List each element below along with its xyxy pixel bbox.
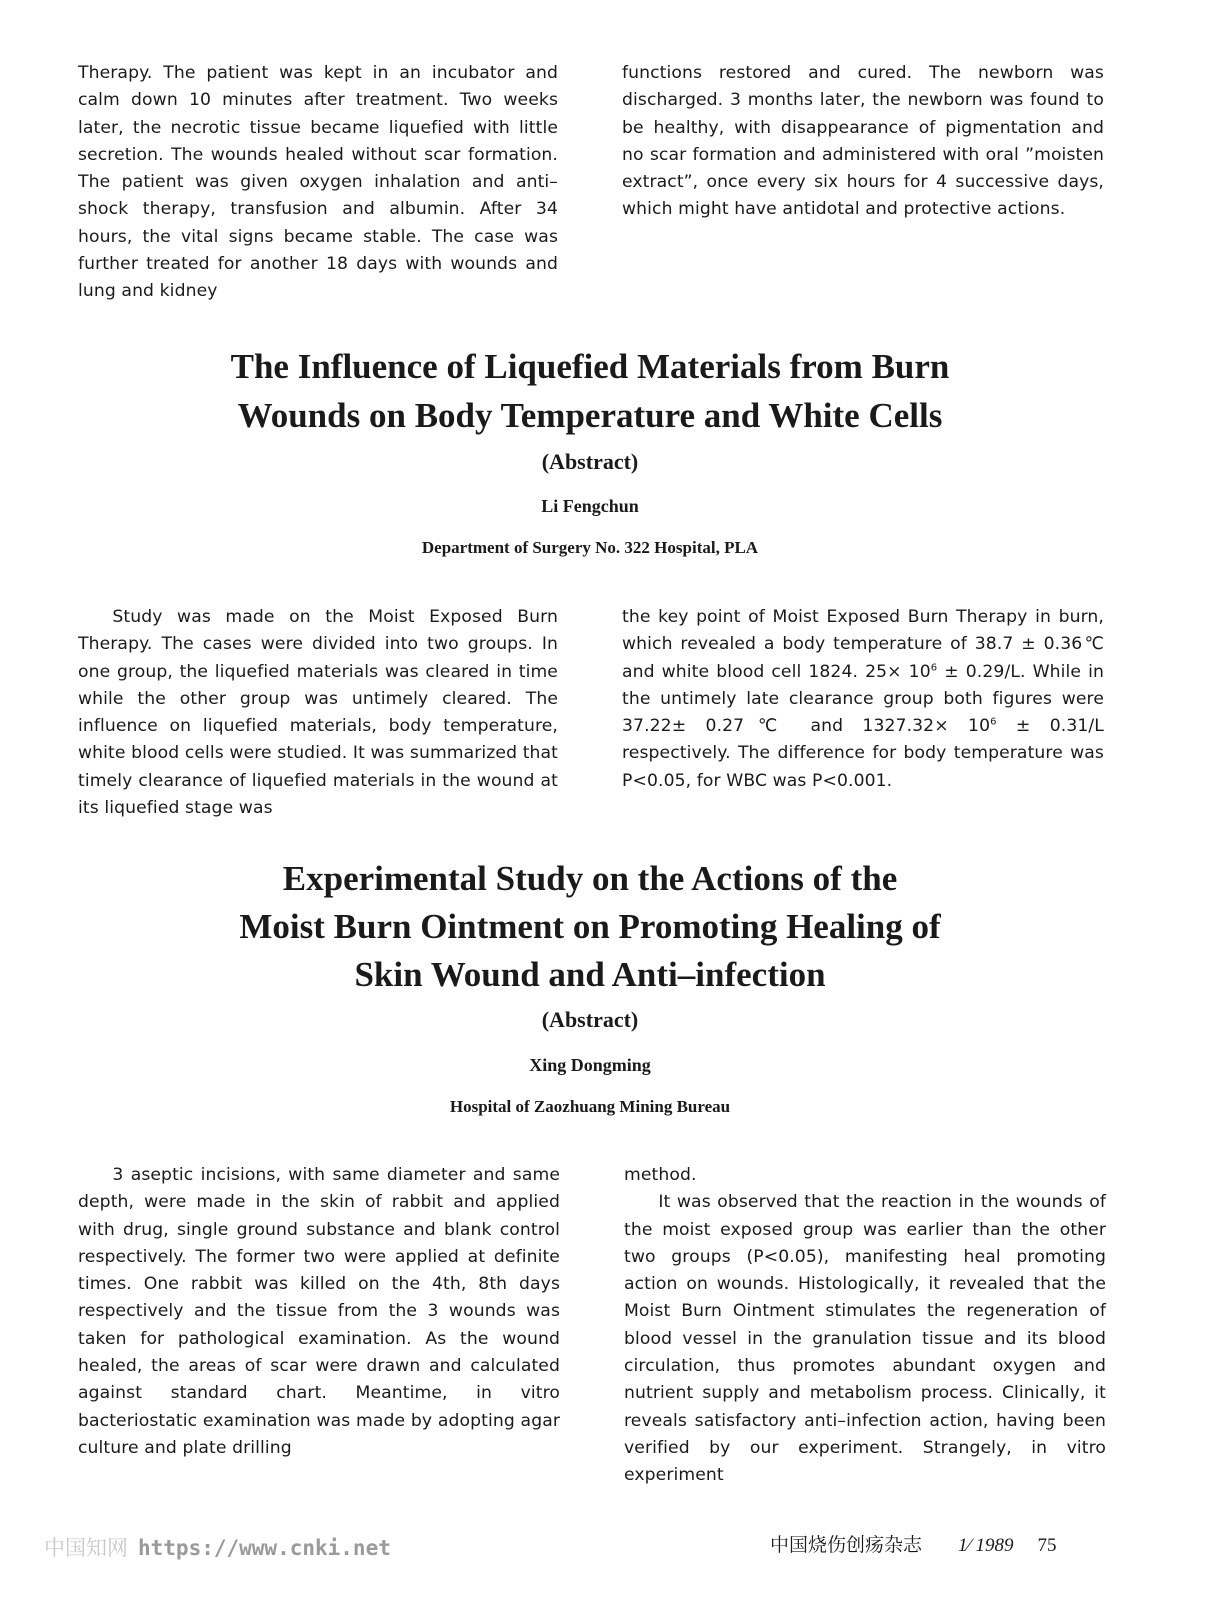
article2-author: Xing Dongming	[529, 1055, 651, 1075]
article1-affiliation: Department of Surgery No. 322 Hospital, PLA	[421, 538, 759, 557]
running-footer	[770, 1530, 1110, 1557]
text-run: ± 0.31∕L respectively. The difference for body temperature was P<0.05, for WBC was P<0.001.	[622, 716, 1104, 791]
page-number: 75	[1037, 1535, 1057, 1556]
continuation-left-column	[78, 60, 558, 306]
text-run: ± 0.29∕L. While in the untimely late clearance group both figures were 37.22± 0.27℃ and 1327.32× 10	[622, 661, 1104, 737]
cnki-watermark	[44, 1532, 391, 1562]
text-run: the key point of Moist Exposed Burn Therapy in burn, which revealed a body temperature of 38.7 ± 0.36℃ and white blood cell 1824. 25× 10	[622, 607, 1104, 682]
superscript: 6	[930, 661, 938, 673]
article1-title-line1: The Influence of Liquefied Materials from Burn	[230, 347, 950, 386]
article2-title-line3: Skin Wound and Anti–infection	[354, 955, 826, 994]
article2-title-line1: Experimental Study on the Actions of the	[282, 859, 898, 898]
article2-title-line2: Moist Burn Ointment on Promoting Healing of	[239, 907, 941, 946]
paragraph: Therapy. The patient was kept in an incubator and calm down 10 minutes after treatment. Two weeks later, the necrotic tissue became liquefied with little secretion. The wounds healed without scar formation. The patient was given oxygen inhalation and anti–shock therapy, transfusion and albumin. After 34 hours, the vital signs became stable. The case was further treated for another 18 days with wounds and lung and kidney	[78, 63, 558, 302]
paragraph: functions restored and cured. The newborn was discharged. 3 months later, the newborn was found to be healthy, with disappearance of pigmentation and no scar formation and administered with oral ”moisten extract”, once every six hours for 4 successive days, which might have antidotal and protective actions.	[622, 63, 1104, 220]
article2-abstract-label: (Abstract)	[541, 1007, 639, 1032]
continuation-right-column	[622, 60, 1104, 224]
issue-number: 1∕ 1989	[958, 1535, 1014, 1556]
article1-author: Li Fengchun	[541, 496, 639, 516]
paragraph: method.	[624, 1165, 697, 1185]
article1-abstract-label: (Abstract)	[541, 449, 639, 474]
article2-left-column	[78, 1162, 560, 1462]
paragraph: Study was made on the Moist Exposed Burn Therapy. The cases were divided into two groups. In one group, the liquefied materials was cleared in time while the other group was untimely cleared. The influence on liquefied materials, body temperature, white blood cells were studied. It was summarized that timely clearance of liquefied materials in the wound at its liquefied stage was	[78, 607, 558, 819]
paragraph: It was observed that the reaction in the wounds of the moist exposed group was earlier than the other two groups (P<0.05), manifesting heal promoting action on wounds. Histologically, it revealed that the Moist Burn Ointment stimulates the regeneration of blood vessel in the granulation tissue and its blood circulation, thus promotes abundant oxygen and nutrient supply and metabolism process. Clinically, it reveals satisfactory anti–infection action, having been verified by our experiment. Strangely, in vitro experiment	[624, 1192, 1106, 1486]
article2-affiliation: Hospital of Zaozhuang Mining Bureau	[449, 1097, 731, 1116]
watermark-cn: 中国知网	[44, 1536, 128, 1560]
journal-name: 中国烧伤创疡杂志	[770, 1535, 923, 1556]
paragraph	[622, 604, 1104, 795]
watermark-url: https://www.cnki.net	[138, 1536, 391, 1560]
article1-title-line2: Wounds on Body Temperature and White Cells	[237, 396, 943, 435]
superscript: 6	[990, 716, 997, 728]
paragraph: 3 aseptic incisions, with same diameter and same depth, were made in the skin of rabbit and applied with drug, single ground substance and blank control respectively. The former two were applied at definite times. One rabbit was killed on the 4th, 8th days respectively and the tissue from the 3 wounds was taken for pathological examination. As the wound healed, the areas of scar were drawn and calculated against standard chart. Meantime, in vitro bacteriostatic examination was made by adopting agar culture and plate drilling	[78, 1165, 560, 1458]
article2-right-column	[624, 1162, 1106, 1490]
article1-left-column	[78, 604, 558, 822]
article1-right-column	[622, 604, 1104, 795]
